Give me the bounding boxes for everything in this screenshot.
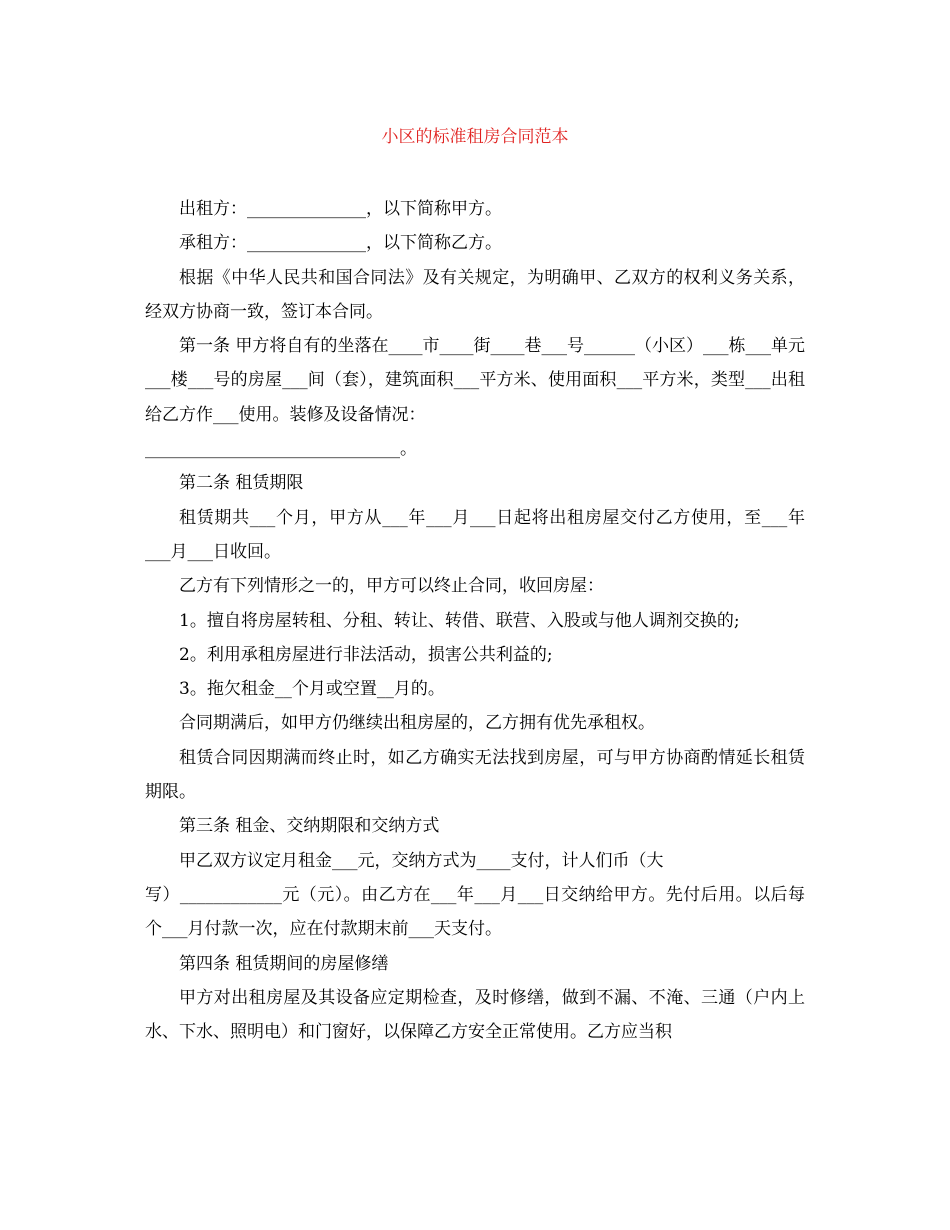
- list-item-termination-1: 1。擅自将房屋转租、分租、转让、转借、联营、入股或与他人调剂交换的;: [179, 610, 740, 631]
- paragraph-lessor: 出租方：______________，以下简称甲方。: [179, 199, 502, 219]
- list-item-termination-3: 3。拖欠租金__个月或空置__月的。: [179, 679, 445, 700]
- paragraph-priority-right: 合同期满后，如甲方仍继续出租房屋的，乙方拥有优先承租权。: [179, 713, 655, 734]
- paragraph-equipment-blank: ______________________________。: [145, 439, 417, 460]
- paragraph-basis: 根据《中华人民共和国合同法》及有关规定，为明确甲、乙双方的权利义务关系，经双方协商一致，签订本合同。: [145, 267, 805, 322]
- heading-article-3: 第三条 租金、交纳期限和交纳方式: [179, 816, 440, 837]
- document-title: 小区的标准租房合同范本: [381, 127, 569, 147]
- paragraph-repairs: 甲方对出租房屋及其设备应定期检查，及时修缮，做到不漏、不淹、三通（户内上水、下水、照明电）和门窗好，以保障乙方安全正常使用。乙方应当积: [145, 987, 805, 1043]
- paragraph-termination-intro: 乙方有下列情形之一的，甲方可以终止合同，收回房屋：: [179, 576, 604, 597]
- paragraph-article-1: 第一条 甲方将自有的坐落在____市____街____巷___号______（小区）___栋___单元___楼___号的房屋___间（套），建筑面积___平方米、使用面积___平方米，类型___出租给乙方作___使用。装修及设备情况：: [145, 336, 805, 425]
- document-body: [145, 192, 805, 1049]
- paragraph-rent-2: 写）____________元（元）。由乙方在___年___月___日交纳给甲方。先付后用。以后每个___月付款一次，应在付款期末前___天支付。: [145, 884, 805, 940]
- paragraph-rent-1: 甲乙双方议定月租金___元，交纳方式为____支付，计人们币（大: [179, 850, 664, 871]
- paragraph-lessee: 承租方：______________，以下简称乙方。: [179, 233, 502, 254]
- list-item-termination-2: 2。利用承租房屋进行非法活动，损害公共利益的;: [179, 644, 553, 665]
- paragraph-lease-term: 租赁期共___个月，甲方从___年___月___日起将出租房屋交付乙方使用，至___年___月___日收回。: [145, 507, 805, 562]
- heading-article-4: 第四条 租赁期间的房屋修缮: [179, 953, 389, 974]
- paragraph-extension: 租赁合同因期满而终止时，如乙方确实无法找到房屋，可与甲方协商酌情延长租赁期限。: [145, 747, 805, 803]
- heading-article-2: 第二条 租赁期限: [179, 473, 304, 494]
